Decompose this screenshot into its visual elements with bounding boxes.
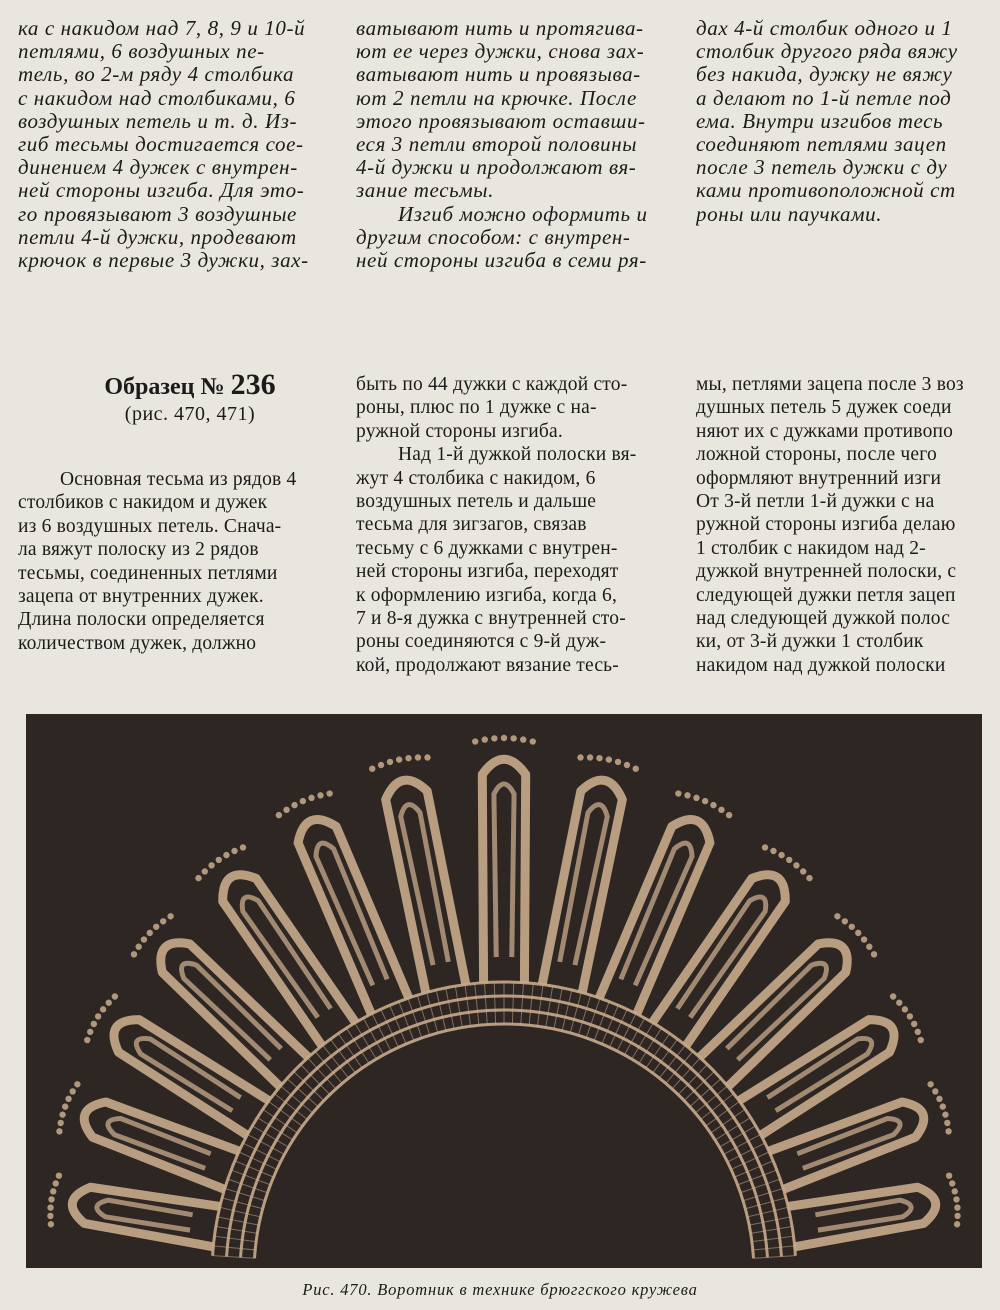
lace-picot <box>896 1000 902 1006</box>
top-column-3 <box>696 17 1000 226</box>
lace-picot <box>160 918 166 924</box>
lace-picot <box>283 807 289 813</box>
text-line: без накида, дужку не вяжу <box>696 63 953 87</box>
lace-band-thread <box>213 1256 255 1259</box>
text-line: оформляют внутренний изги <box>696 467 942 489</box>
lace-petal <box>72 1187 220 1247</box>
lace-picot <box>56 1172 62 1178</box>
lace-picot <box>615 759 621 765</box>
text-line: душных петель 5 дужек соеди <box>696 397 952 419</box>
body-column-2 <box>356 373 676 677</box>
lace-picot <box>387 759 393 765</box>
lace-petal <box>482 759 525 982</box>
text-line: ватывают нить и провязыва- <box>356 63 641 87</box>
lace-picot <box>131 951 137 957</box>
lace-band-thread <box>494 982 495 1024</box>
lace-picot <box>56 1128 62 1134</box>
lace-band-thread <box>570 992 581 1032</box>
lace-band-thread <box>749 1217 790 1225</box>
lace-picot <box>100 1006 106 1012</box>
lace-picot <box>240 844 246 850</box>
lace-picot <box>918 1037 924 1043</box>
figure-caption-text: Рис. 470. Воротник в технике брюггского кружева <box>302 1280 698 1299</box>
lace-picot <box>153 924 159 930</box>
text-line: к оформлению изгиба, когда 6, <box>356 584 618 606</box>
lace-picot <box>778 852 784 858</box>
text-line: мы, петлями зацепа после 3 воз <box>696 374 964 395</box>
text-line: ка с накидом над 7, 8, 9 и 10-й <box>18 17 306 40</box>
lace-picot <box>675 790 681 796</box>
text-line: ют ее через дужки, снова зах- <box>356 40 645 64</box>
lace-picot <box>944 1120 950 1126</box>
lace-picot <box>952 1188 958 1194</box>
lace-picot <box>317 792 323 798</box>
lace-band-thread <box>734 1161 773 1177</box>
lace-picot <box>91 1021 97 1027</box>
lace-picot <box>53 1180 59 1186</box>
lace-collar-illustration <box>26 714 982 1268</box>
text-line: От 3-й петли 1-й дужки с на <box>696 491 935 513</box>
lace-picot <box>424 754 430 760</box>
lace-picot <box>890 993 896 999</box>
body-column-1 <box>18 468 340 655</box>
lace-picot <box>793 862 799 868</box>
lace-band-thread <box>731 1152 769 1170</box>
lace-picot <box>902 1006 908 1012</box>
text-line: ней стороны изгиба, переходят <box>356 561 619 583</box>
lace-picot <box>702 798 708 804</box>
lace-picot <box>378 762 384 768</box>
text-line: тель, во 2-м ряду 4 столбика <box>18 63 295 87</box>
body-column-3 <box>696 373 1000 677</box>
lace-band-thread <box>521 983 524 1025</box>
lace-band-thread <box>239 1152 277 1170</box>
text-line: тесьму с 6 дужками с внутрен- <box>356 537 618 559</box>
text-line: ла вяжут полоску из 2 рядов <box>18 539 259 561</box>
lace-picot <box>842 918 848 924</box>
text-line: петли 4-й дужки, продевают <box>18 225 297 249</box>
text-line: крючок в первые 3 дужки, зах- <box>18 249 309 273</box>
text-line: с накидом над столбиками, 6 <box>18 86 296 110</box>
text-line: быть по 44 дужки с каждой сто- <box>356 374 628 395</box>
lace-band-thread <box>218 1217 259 1225</box>
lace-picot <box>326 790 332 796</box>
text-line: динением 4 дужек с внутрен- <box>18 156 298 180</box>
lace-band-thread <box>330 1039 355 1073</box>
lace-band-thread <box>243 1143 281 1162</box>
lace-band-thread <box>427 992 438 1032</box>
text-line: соединяют петлями зацеп <box>696 133 947 157</box>
text-line: Изгиб можно оформить и <box>398 202 648 226</box>
lace-picot <box>276 812 282 818</box>
lace-picot <box>141 936 147 942</box>
text-line: воздушных петель и дальше <box>356 491 597 513</box>
text-line: тесьма для зигзагов, связав <box>356 514 587 536</box>
lace-petal-inner-loop <box>494 784 514 957</box>
lace-band-thread <box>268 1101 302 1126</box>
lace-picot <box>74 1081 80 1087</box>
lace-picot <box>633 766 639 772</box>
lace-picot <box>946 1172 952 1178</box>
pattern-title-prefix: Образец № <box>104 374 231 400</box>
lace-picot <box>587 754 593 760</box>
lace-collar-photo <box>26 714 982 1268</box>
lace-picot <box>69 1088 75 1094</box>
lace-picot <box>308 795 314 801</box>
lace-band-thread <box>747 1207 788 1217</box>
top-column-2 <box>356 17 676 272</box>
lace-picot <box>167 913 173 919</box>
lace-picot <box>491 735 497 741</box>
lace-picot <box>472 738 478 744</box>
lace-picot <box>405 755 411 761</box>
lace-picot <box>710 802 716 808</box>
lace-band-thread <box>390 1005 406 1044</box>
lace-band-thread <box>214 1236 256 1241</box>
text-line: зацепа от внутренних дужек. <box>18 586 264 608</box>
lace-picot <box>915 1029 921 1035</box>
text-line: после 3 петель дужки с ду <box>696 156 948 180</box>
text-line: 7 и 8-я дужка с внутренней сто- <box>356 608 626 630</box>
lace-band-thread <box>220 1207 261 1217</box>
text-line: няют их с дужками противопо <box>696 420 954 442</box>
pattern-figure-reference: (рис. 470, 471) <box>124 403 256 425</box>
top-column-1 <box>18 17 348 272</box>
lace-band-thread <box>602 1005 618 1044</box>
lace-picot <box>195 875 201 881</box>
lace-picot <box>47 1204 53 1210</box>
lace-picot <box>577 754 583 760</box>
text-line: ема. Внутри изгибов тесь <box>696 109 944 133</box>
lace-picot <box>954 1213 960 1219</box>
lace-picot <box>954 1204 960 1210</box>
lace-band-thread <box>222 1198 263 1209</box>
lace-picot <box>415 754 421 760</box>
text-line: дужкой внутренней полоски, с <box>696 561 957 583</box>
text-line: роны соединяются с 9-й дуж- <box>356 631 607 653</box>
lace-picot <box>624 762 630 768</box>
lace-picot <box>47 1213 53 1219</box>
lace-band-thread <box>546 986 553 1027</box>
lace-picot <box>942 1111 948 1117</box>
lace-band-thread <box>446 988 454 1029</box>
text-line: кой, продолжают вязание тесь- <box>356 654 619 676</box>
text-line: из 6 воздушных петель. Снача- <box>18 515 282 537</box>
lace-band-thread <box>745 1198 786 1209</box>
text-line: еся 3 петли второй половины <box>356 133 638 157</box>
lace-picot <box>606 756 612 762</box>
lace-picot <box>855 930 861 936</box>
lace-band-thread <box>727 1143 765 1162</box>
text-line: го провязывают 3 воздушные <box>18 202 297 226</box>
text-line: роны или паучками. <box>696 202 883 226</box>
figure-caption <box>0 1280 1000 1300</box>
lace-band-thread <box>529 983 533 1025</box>
text-line: ружной стороны изгиба. <box>356 420 563 442</box>
text-line: Основная тесьма из рядов 4 <box>60 469 297 490</box>
text-line: над следующей дужкой полос <box>696 608 951 630</box>
text-line: ют 2 петли на крючке. После <box>356 86 637 110</box>
text-line: петлями, 6 воздушных пе- <box>18 40 265 64</box>
lace-band-thread <box>465 985 471 1027</box>
lace-picot <box>907 1013 913 1019</box>
pattern-heading <box>90 370 290 426</box>
lace-picot <box>106 1000 112 1006</box>
text-line: накидом над дужкой полоски <box>696 654 946 676</box>
lace-band-thread <box>484 983 487 1025</box>
lace-band-thread <box>436 990 446 1031</box>
text-line: столбиков с накидом и дужек <box>18 492 268 514</box>
lace-picot <box>62 1103 68 1109</box>
lace-band-thread <box>609 1009 627 1047</box>
lace-band-thread <box>235 1161 274 1177</box>
lace-picot <box>936 1096 942 1102</box>
lace-picot <box>208 862 214 868</box>
lace-band-thread <box>754 1256 796 1259</box>
text-line: тесьмы, соединенных петлями <box>18 562 278 584</box>
lace-picot <box>482 736 488 742</box>
lace-picot <box>866 944 872 950</box>
lace-picot <box>911 1021 917 1027</box>
lace-picot <box>291 802 297 808</box>
lace-picot <box>510 735 516 741</box>
lace-picot <box>300 798 306 804</box>
text-line: 1 столбик с накидом над 2- <box>696 537 926 559</box>
lace-picot <box>59 1111 65 1117</box>
lace-petal <box>788 1187 936 1247</box>
text-line: ней стороны изгиба в семи ря- <box>356 249 647 273</box>
text-line: этого провязывают оставши- <box>356 109 646 133</box>
lace-picot <box>932 1088 938 1094</box>
lace-band-thread <box>216 1227 257 1234</box>
lace-picot <box>806 875 812 881</box>
text-line: другим способом: с внутрен- <box>356 225 631 249</box>
lace-picot <box>949 1180 955 1186</box>
text-line: ватывают нить и протягива- <box>356 17 644 40</box>
text-line: а делают по 1-й петле под <box>696 86 952 110</box>
text-line: дах 4-й столбик одного и 1 <box>696 17 953 40</box>
text-line: ложной стороны, после чего <box>696 444 937 466</box>
lace-picot <box>501 735 507 741</box>
lace-picot <box>202 868 208 874</box>
lace-picot <box>770 848 776 854</box>
lace-picot <box>871 951 877 957</box>
lace-picot <box>223 852 229 858</box>
lace-picot <box>927 1081 933 1087</box>
lace-picot <box>95 1013 101 1019</box>
lace-picot <box>849 924 855 930</box>
lace-picot <box>726 812 732 818</box>
text-line: зание тесьмы. <box>356 179 494 203</box>
lace-picot <box>800 868 806 874</box>
lace-band-thread <box>475 983 479 1025</box>
lace-picot <box>718 807 724 813</box>
lace-band-thread <box>706 1101 740 1126</box>
lace-picot <box>954 1221 960 1227</box>
lace-picot <box>861 936 867 942</box>
lace-picot <box>84 1037 90 1043</box>
lace-picot <box>135 944 141 950</box>
text-line: ней стороны изгиба. Для это- <box>18 179 305 203</box>
lace-band-thread <box>562 990 572 1031</box>
lace-picot <box>834 913 840 919</box>
text-line: 4-й дужки и продолжают вя- <box>356 156 637 180</box>
lace-picot <box>684 792 690 798</box>
text-line: количеством дужек, должно <box>18 632 257 654</box>
lace-picot <box>48 1196 54 1202</box>
lace-band-thread <box>381 1009 399 1047</box>
text-line: воздушных петель и т. д. Из- <box>18 109 298 133</box>
lace-band-thread <box>653 1039 678 1073</box>
lace-picot <box>147 930 153 936</box>
lace-band-thread <box>753 1246 795 1250</box>
lace-band-thread <box>554 988 562 1029</box>
text-line: ками противоположной ст <box>696 179 956 203</box>
pattern-number: 236 <box>230 368 276 401</box>
lace-picot <box>112 993 118 999</box>
lace-picot <box>786 857 792 863</box>
lace-picot <box>87 1029 93 1035</box>
text-line: Над 1-й дужкой полоски вя- <box>398 444 637 466</box>
lace-picot <box>369 766 375 772</box>
lace-band-thread <box>752 1236 794 1241</box>
lace-band-thread <box>512 982 513 1024</box>
lace-picot <box>48 1221 54 1227</box>
text-line: гиб тесьмы достигается сое- <box>18 133 304 157</box>
lace-picot <box>693 795 699 801</box>
text-line: следующей дужки петля зацеп <box>696 584 956 606</box>
text-line: столбик другого ряда вяжу <box>696 40 958 64</box>
lace-picot <box>596 755 602 761</box>
lace-picot <box>953 1196 959 1202</box>
text-line: ки, от 3-й дужки 1 столбик <box>696 631 924 653</box>
pattern-title <box>90 370 290 402</box>
lace-band-thread <box>537 985 543 1027</box>
lace-picot <box>65 1096 71 1102</box>
lace-picot <box>945 1128 951 1134</box>
lace-picot <box>216 857 222 863</box>
lace-band-thread <box>751 1227 792 1234</box>
lace-picot <box>231 848 237 854</box>
text-line: Длина полоски определяется <box>18 609 265 631</box>
lace-picot <box>530 738 536 744</box>
lace-picot <box>57 1120 63 1126</box>
lace-band-thread <box>455 986 462 1027</box>
lace-picot <box>520 736 526 742</box>
lace-picot <box>396 756 402 762</box>
lace-band-thread <box>213 1246 255 1250</box>
lace-picot <box>762 844 768 850</box>
lace-picot <box>940 1103 946 1109</box>
lace-picot <box>50 1188 56 1194</box>
text-line: ружной стороны изгиба делаю <box>696 514 956 536</box>
text-line: роны, плюс по 1 дужке с на- <box>356 397 597 419</box>
text-line: жут 4 столбика с накидом, 6 <box>356 467 596 489</box>
